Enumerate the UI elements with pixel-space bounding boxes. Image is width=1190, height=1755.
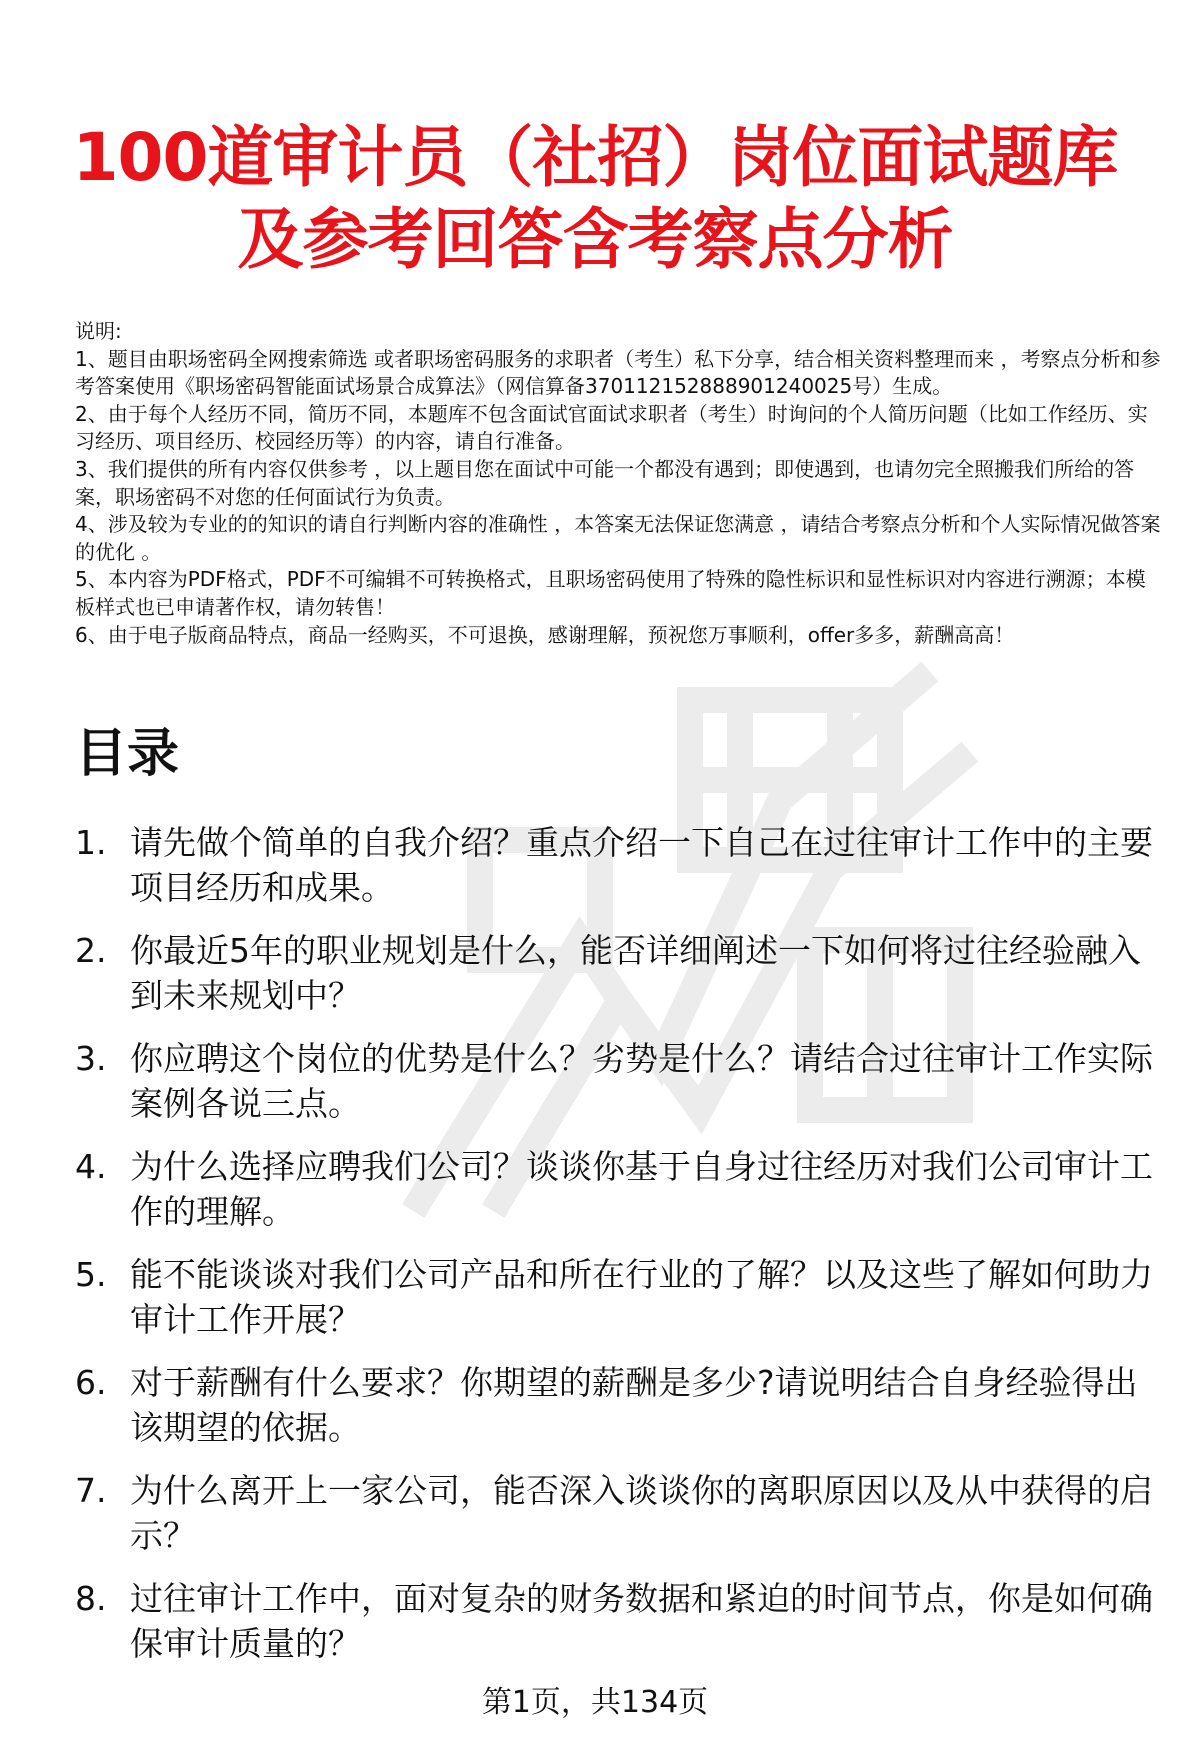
toc-item-text: 为什么离开上一家公司，能否深入谈谈你的离职原因以及从中获得的启示？ bbox=[130, 1471, 1153, 1555]
toc-item[interactable] bbox=[75, 820, 1165, 910]
toc-item-number: 6. bbox=[75, 1363, 107, 1402]
instruction-item: 6、由于电子版商品特点，商品一经购买，不可退换，感谢理解，预祝您万事顺利，offer多多，薪酬高高！ bbox=[75, 622, 1015, 647]
toc-item-text: 请先做个简单的自我介绍？重点介绍一下自己在过往审计工作中的主要项目经历和成果。 bbox=[130, 823, 1153, 907]
toc-item-number: 1. bbox=[75, 823, 107, 862]
toc-item-number: 4. bbox=[75, 1147, 107, 1186]
toc-item-text: 为什么选择应聘我们公司？谈谈你基于自身过往经历对我们公司审计工作的理解。 bbox=[130, 1147, 1153, 1231]
toc-item[interactable] bbox=[75, 1252, 1165, 1342]
toc-item-number: 3. bbox=[75, 1039, 107, 1078]
toc-item-text: 能不能谈谈对我们公司产品和所在行业的了解？以及这些了解如何助力审计工作开展？ bbox=[130, 1255, 1153, 1339]
toc-item-number: 2. bbox=[75, 931, 107, 970]
toc-item-text: 过往审计工作中，面对复杂的财务数据和紧迫的时间节点，你是如何确保审计质量的？ bbox=[130, 1579, 1153, 1663]
document-title-line2: 及参考回答含考察点分析 bbox=[237, 201, 953, 278]
toc-item[interactable] bbox=[75, 1468, 1165, 1558]
toc-item-text: 对于薪酬有什么要求？你期望的薪酬是多少?请说明结合自身经验得出该期望的依据。 bbox=[130, 1363, 1138, 1447]
toc-item[interactable] bbox=[75, 1576, 1165, 1666]
toc-heading: 目录 bbox=[75, 724, 180, 784]
instructions-section bbox=[75, 318, 1165, 649]
page-number-footer: 第1页，共134页 bbox=[481, 1685, 709, 1720]
toc-item-number: 8. bbox=[75, 1579, 107, 1618]
toc-list bbox=[75, 820, 1165, 1684]
instruction-item: 5、本内容为PDF格式，PDF不可编辑不可转换格式，且职场密码使用了特殊的隐性标识和显性标识对内容进行溯源；本模板样式也已申请著作权，请勿转售！ bbox=[75, 567, 1146, 619]
toc-item-number: 7. bbox=[75, 1471, 107, 1510]
toc-item[interactable] bbox=[75, 928, 1165, 1018]
instruction-item: 1、题目由职场密码全网搜索筛选 或者职场密码服务的求职者（考生）私下分享，结合相关资料整理而来 ，考察点分析和参考答案使用《职场密码智能面试场景合成算法》（网信算备370112152888901240025号）生成。 bbox=[75, 346, 1161, 399]
toc-item[interactable] bbox=[75, 1036, 1165, 1126]
instruction-item: 2、由于每个人经历不同，简历不同，本题库不包含面试官面试求职者（考生）时询问的个人简历问题（比如工作经历、实习经历、项目经历、校园经历等）的内容，请自行准备。 bbox=[75, 401, 1148, 454]
toc-item[interactable] bbox=[75, 1144, 1165, 1234]
toc-item[interactable] bbox=[75, 1360, 1165, 1450]
document-title-line1: 100道审计员（社招）岗位面试题库 bbox=[72, 119, 1118, 196]
toc-item-text: 你应聘这个岗位的优势是什么？劣势是什么？请结合过往审计工作实际案例各说三点。 bbox=[130, 1039, 1153, 1123]
toc-item-number: 5. bbox=[75, 1255, 107, 1294]
toc-item-text: 你最近5年的职业规划是什么，能否详细阐述一下如何将过往经验融入到未来规划中？ bbox=[130, 931, 1141, 1015]
instructions-heading: 说明: bbox=[75, 319, 122, 343]
instruction-item: 4、涉及较为专业的的知识的请自行判断内容的准确性 ，本答案无法保证您满意 ，请结合考察点分析和个人实际情况做答案的优化 。 bbox=[75, 512, 1161, 564]
instruction-item: 3、我们提供的所有内容仅供参考 ，以上题目您在面试中可能一个都没有遇到；即使遇到，也请勿完全照搬我们所给的答案，职场密码不对您的任何面试行为负责。 bbox=[75, 456, 1135, 509]
